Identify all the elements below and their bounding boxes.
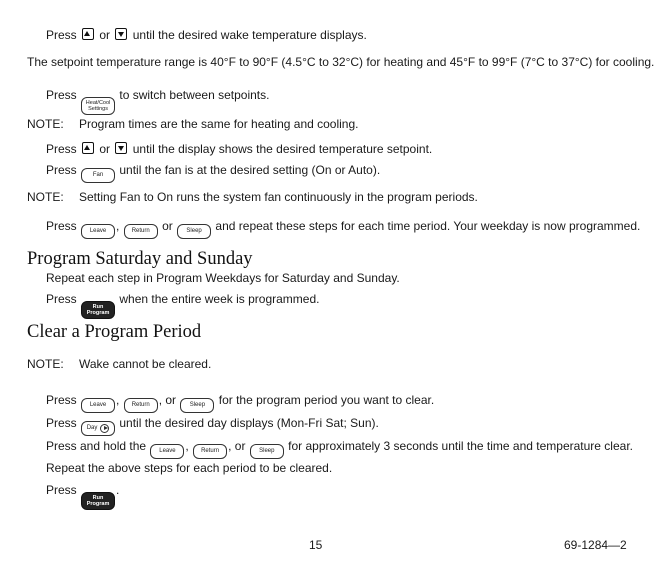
note-text: Program times are the same for heating and cooling. bbox=[79, 117, 359, 131]
heat-cool-label: Heat/Cool bbox=[85, 100, 111, 106]
sleep-button-icon: Sleep bbox=[177, 224, 211, 239]
press-text: Press bbox=[46, 163, 77, 177]
day-instruction-text: until the desired day displays (Mon-Fri Sat; Sun). bbox=[119, 416, 379, 430]
fan-instruction-text: until the fan is at the desired setting (On or Auto). bbox=[119, 163, 381, 177]
return-button-icon: Return bbox=[193, 444, 227, 459]
press-text: Press bbox=[46, 483, 77, 497]
press-text: Press bbox=[46, 292, 77, 306]
leave-button-icon: Leave bbox=[81, 398, 115, 413]
comma-text: , bbox=[116, 393, 120, 407]
sleep-button-icon: Sleep bbox=[250, 444, 284, 459]
comma-or-text: , or bbox=[158, 393, 177, 407]
press-text: Press bbox=[46, 416, 77, 430]
comma-text: , bbox=[116, 219, 120, 233]
step-run-program-clear bbox=[46, 482, 119, 510]
day-label: Day bbox=[86, 425, 98, 431]
switch-instruction-text: to switch between setpoints. bbox=[119, 88, 270, 102]
repeat-above-text: Repeat the above steps for each period to be cleared. bbox=[46, 461, 333, 475]
document-number: 69-1284—2 bbox=[564, 538, 627, 552]
or-text: or bbox=[162, 219, 173, 233]
note-fan-on bbox=[27, 189, 478, 205]
settings-label: Settings bbox=[88, 106, 108, 112]
heat-cool-settings-button-icon bbox=[81, 97, 115, 115]
step-switch-setpoints bbox=[46, 87, 269, 115]
leave-button-icon: Leave bbox=[150, 444, 184, 459]
program-label: Program bbox=[86, 501, 110, 507]
note-program-times bbox=[27, 116, 358, 132]
heading-program-saturday-sunday: Program Saturday and Sunday bbox=[27, 249, 253, 269]
fan-button-icon: Fan bbox=[81, 168, 115, 183]
press-hold-text: Press and hold the bbox=[46, 439, 147, 453]
press-text: Press bbox=[46, 142, 77, 156]
down-arrow-icon bbox=[115, 28, 127, 40]
hold-instruction-text: for approximately 3 seconds until the time and temperature clear. bbox=[288, 439, 633, 453]
note-label: NOTE: bbox=[27, 357, 64, 371]
repeat-instruction-text: and repeat these steps for each time period. Your weekday is now programmed. bbox=[215, 219, 641, 233]
press-text: Press bbox=[46, 219, 77, 233]
note-label: NOTE: bbox=[27, 117, 64, 131]
display-instruction-text: until the display shows the desired temperature setpoint. bbox=[132, 142, 433, 156]
step-fan-setting bbox=[46, 162, 380, 183]
period-instruction-text: for the program period you want to clear. bbox=[218, 393, 435, 407]
run-program-button-icon bbox=[81, 492, 115, 510]
note-label: NOTE: bbox=[27, 190, 64, 204]
note-text: Wake cannot be cleared. bbox=[79, 357, 212, 371]
comma-or-text: , or bbox=[228, 439, 246, 453]
repeat-each-step-text: Repeat each step in Program Weekdays for Saturday and Sunday. bbox=[46, 271, 400, 285]
play-right-icon bbox=[100, 424, 109, 433]
leave-button-icon: Leave bbox=[81, 224, 115, 239]
heading-clear-program-period: Clear a Program Period bbox=[27, 322, 202, 342]
step-select-day bbox=[46, 415, 379, 436]
step-press-hold bbox=[46, 438, 633, 459]
setpoint-range-text: The setpoint temperature range is 40°F to 90°F (4.5°C to 32°C) for heating and 45°F to 99°F (7°C to 37°C) for cooling. bbox=[27, 55, 655, 69]
down-arrow-icon bbox=[115, 142, 127, 154]
sleep-button-icon: Sleep bbox=[180, 398, 214, 413]
press-text: Press bbox=[46, 28, 77, 42]
step-display-setpoint bbox=[46, 141, 432, 157]
press-text: Press bbox=[46, 88, 77, 102]
run-program-button-icon bbox=[81, 301, 115, 319]
note-text: Setting Fan to On runs the system fan continuously in the program periods. bbox=[79, 190, 478, 204]
day-button-icon bbox=[81, 421, 115, 436]
press-text: Press bbox=[46, 393, 77, 407]
note-wake-cleared bbox=[27, 356, 211, 372]
step-select-period bbox=[46, 392, 434, 413]
step-repeat-periods bbox=[46, 218, 640, 239]
period-text: . bbox=[116, 483, 120, 497]
run-label: Run bbox=[92, 495, 104, 501]
page-number: 15 bbox=[309, 538, 323, 552]
step-run-program-weekend bbox=[46, 291, 319, 319]
wake-instruction-text: until the desired wake temperature displays. bbox=[132, 28, 367, 42]
comma-text: , bbox=[185, 439, 189, 453]
up-arrow-icon bbox=[82, 28, 94, 40]
program-label: Program bbox=[86, 310, 110, 316]
run-label: Run bbox=[92, 304, 104, 310]
entire-week-text: when the entire week is programmed. bbox=[119, 292, 320, 306]
up-arrow-icon bbox=[82, 142, 94, 154]
step-wake-temperature bbox=[46, 27, 367, 43]
return-button-icon: Return bbox=[124, 224, 158, 239]
or-text: or bbox=[99, 142, 111, 156]
return-button-icon: Return bbox=[124, 398, 158, 413]
or-text: or bbox=[99, 28, 111, 42]
